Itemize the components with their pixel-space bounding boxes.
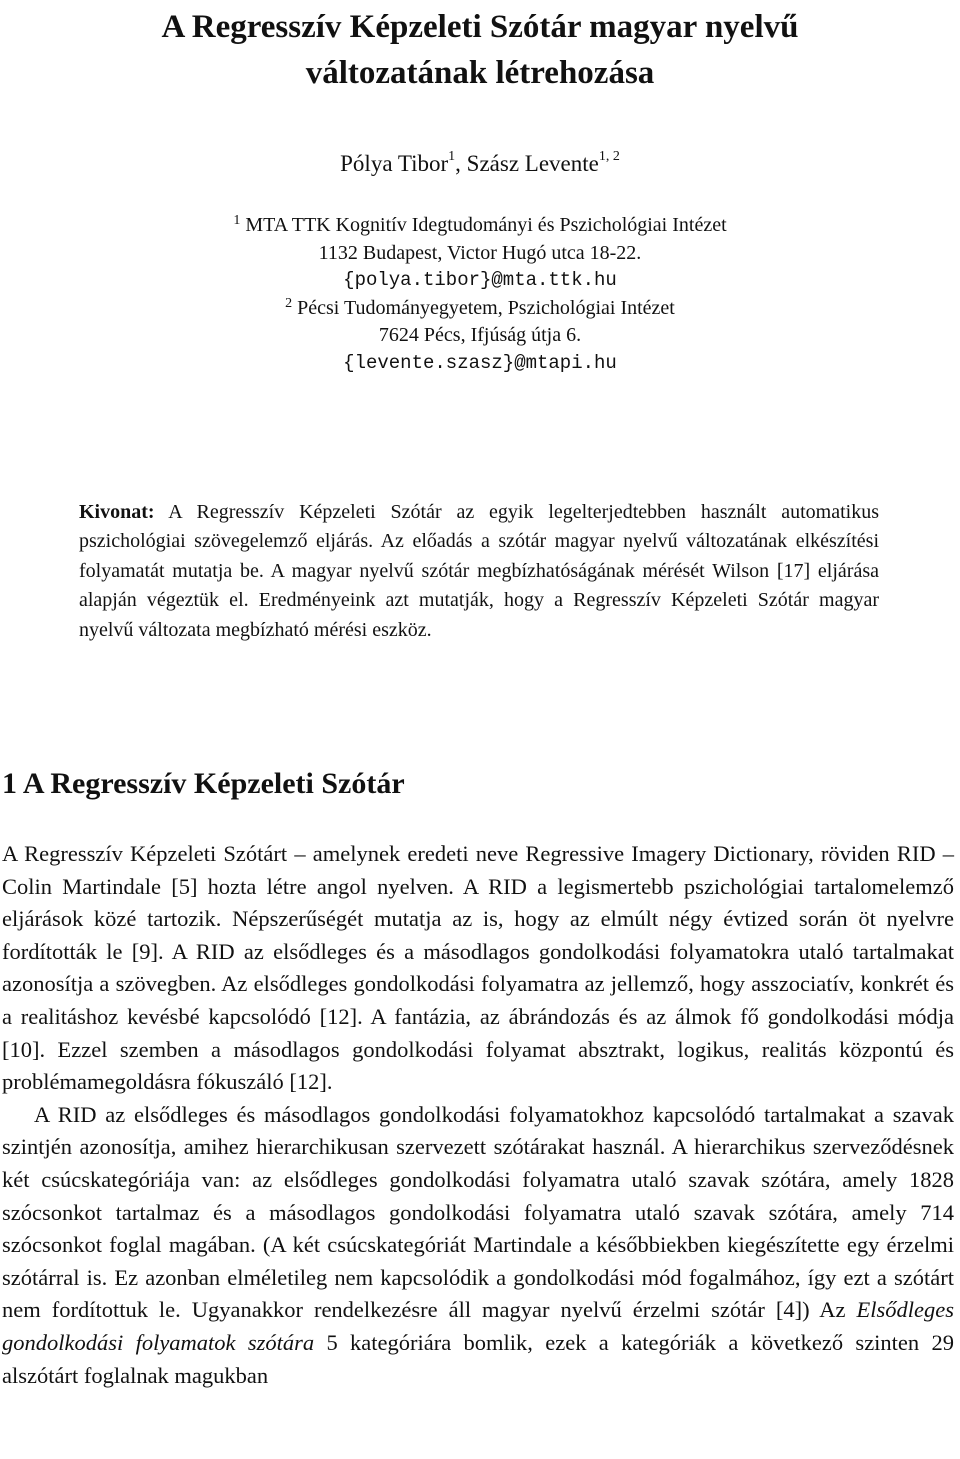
- affiliations: [0, 212, 960, 377]
- abstract-label: Kivonat:: [79, 501, 155, 523]
- affiliation-2-name: $^2$ Pécsi Tudományegyetem, Pszichológiai Intézet: [285, 295, 675, 319]
- title-line-1: A Regresszív Képzeleti Szótár magyar nyelvű: [161, 9, 799, 45]
- title-line-2: változatának létrehozása: [305, 55, 655, 91]
- affiliation-1-email: {polya.tibor}@mta.ttk.hu: [343, 269, 617, 291]
- affiliation-marker: 1: [448, 149, 456, 164]
- abstract: [79, 498, 879, 645]
- affiliation-2-email: {levente.szasz}@mtapi.hu: [343, 351, 617, 374]
- affiliation-marker: 1: [233, 213, 241, 228]
- affiliation-2-address: 7624 Pécs, Ifjúság útja 6.: [378, 324, 582, 346]
- author-name: Pólya Tibor: [340, 151, 449, 176]
- author-name: Szász Levente: [466, 151, 599, 176]
- abstract-text: A Regresszív Képzeleti Szótár az egyik legelterjedtebben használt automatikus pszichológiai szövegelemző eljárás. Az előadás a szótár magyar nyelvű változatának elkészítési folyamatát mutatja be. A magyar nyelvű szótár megbízhatóságának mérését Wilson [17] eljárása alapján végeztük el. Eredményeink azt mutatják, hogy a Regresszív Képzeleti Szótár magyar nyelvű változata megbízható mérési eszköz.: [79, 501, 879, 641]
- section-body: [2, 838, 954, 1392]
- affiliation-1-name: $^1$ MTA TTK Kognitív Idegtudományi és Pszichológiai Intézet: [233, 213, 727, 236]
- section-heading: 1 A Regresszív Képzeleti Szótár: [2, 767, 405, 800]
- affiliation-marker: 1, 2: [598, 149, 620, 164]
- author-separator: ,: [455, 151, 467, 176]
- paragraph: A Regresszív Képzeleti Szótárt – amelynek eredeti neve Regressive Imagery Dictionary, röviden RID – Colin Martindale [5] hozta létre angol nyelven. A RID a legismertebb pszichológiai tartalomelemző eljárások közé tartozik. Népszerűségét mutatja az is, hogy az elmúlt négy évtized során öt nyelvre fordították le [9]. A RID az elsődleges és a másodlagos gondolkodási folyamatokra utaló tartalmakat azonosítja a szövegben. Az elsődleges gondolkodási folyamatra az jellemző, hogy asszociatív, konkrét és a realitáshoz kevésbé kapcsolódó [12]. A fantázia, az ábrándozás és az álmok fő gondolkodási módja [10]. Ezzel szemben a másodlagos gondolkodási folyamat absztrakt, logikus, realitás központú és problémamegoldásra fókuszáló [12].: [2, 841, 954, 1095]
- affiliation-1-address: 1132 Budapest, Victor Hugó utca 18-22.: [318, 241, 642, 264]
- paper-title: [0, 4, 960, 96]
- author-list: [0, 148, 960, 180]
- affiliation-marker: 2: [285, 295, 293, 311]
- paragraph: A RID az elsődleges és másodlagos gondolkodási folyamatokhoz kapcsolódó tartalmakat a szavak szintjén azonosítja, amihez hierarchikusan szervezett szótárakat használ. A hierarchikus szerveződésnek két csúcskategóriája van: az elsődleges gondolkodási folyamatra utaló szavak szótára, amely 1828 szócsonkot tartalmaz és a másodlagos gondolkodási folyamatra utaló szavak szótára, amely 714 szócsonkot foglal magában. (A két csúcskategóriát Martindale a későbbiekben kiegészítette egy érzelmi szótárral is. Ez azonban elméletileg nem kapcsolódik a gondolkodási mód fogalmához, így ezt a szótárt nem fordítottuk le. Ugyanakkor rendelkezésre áll magyar nyelvű érzelmi szótár [4]) Az Elsődleges gondolkodási folyamatok szótára 5 kategóriára bomlik, ezek a kategóriák a következő szinten 29 alszótárt foglalnak magukban: [2, 1101, 954, 1388]
- emphasized-term: Elsődleges gondolkodási folyamatok szótára: [2, 1297, 954, 1355]
